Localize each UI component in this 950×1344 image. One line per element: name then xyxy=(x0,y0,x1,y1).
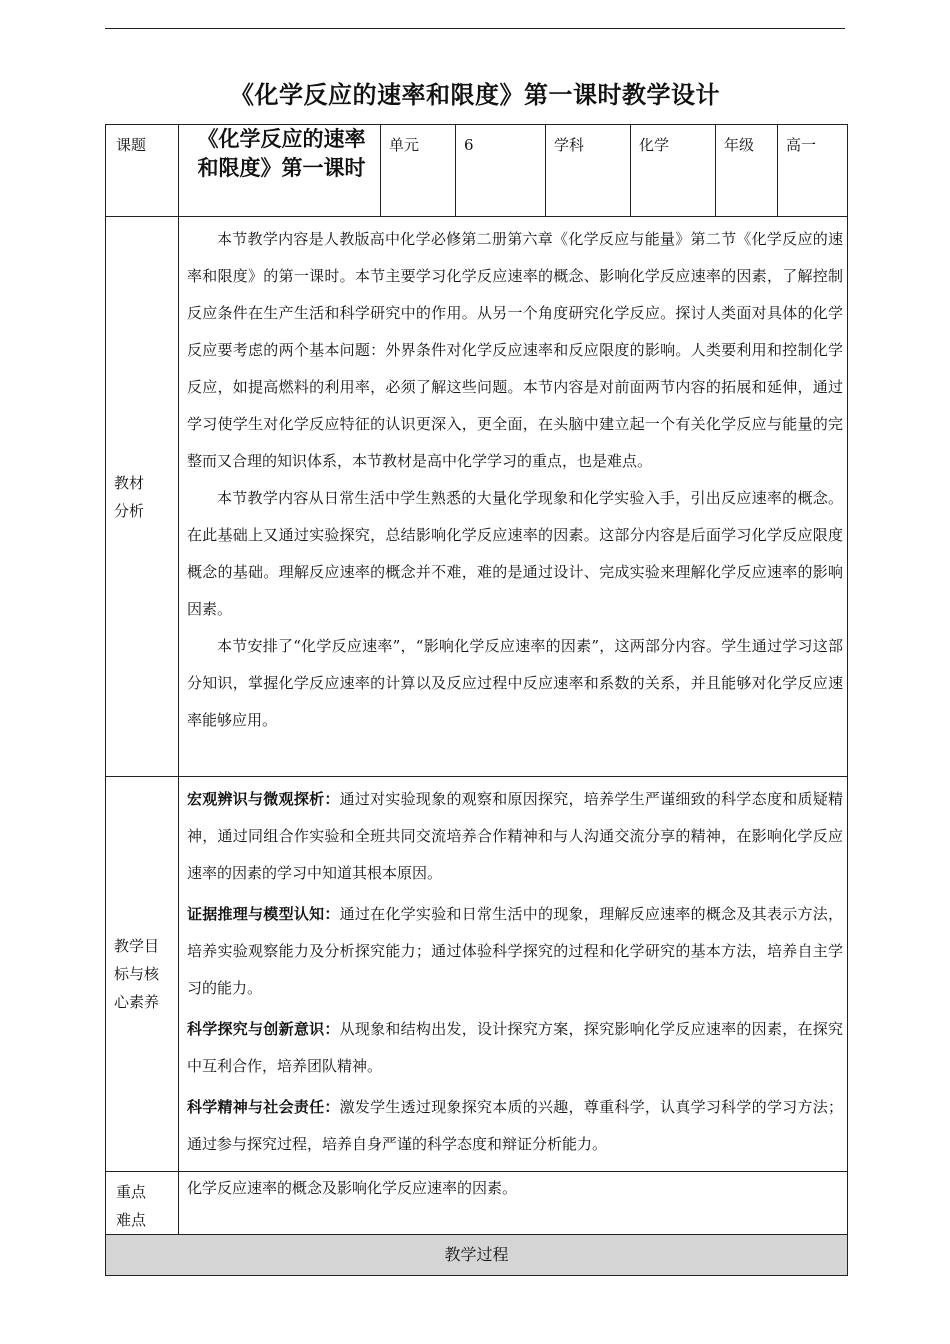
header-rule xyxy=(105,28,845,29)
analysis-label-line1: 教材 xyxy=(114,473,145,492)
goal-item xyxy=(187,896,843,1007)
topic-label: 课题 xyxy=(106,125,179,217)
header-row xyxy=(106,125,848,217)
goals-content xyxy=(179,777,848,1172)
goal-item xyxy=(187,1089,843,1163)
goal-text: 从现象和结构出发，设计探究方案，探究影响化学反应速率的因素，在探究中互利合作，培养团队精神。 xyxy=(187,1020,843,1075)
goal-heading: 科学精神与社会责任： xyxy=(187,1098,340,1116)
goal-heading: 证据推理与模型认知： xyxy=(187,905,340,923)
topic-value: 《化学反应的速率和限度》第一课时 xyxy=(179,125,381,217)
grade-label: 年级 xyxy=(716,125,778,217)
analysis-paragraph: 本节教学内容从日常生活中学生熟悉的大量化学现象和化学实验入手，引出反应速率的概念。在此基础上又通过实验探究，总结影响化学反应速率的因素。这部分内容是后面学习化学反应限度概念的基础。理解反应速率的概念并不难，难的是通过设计、完成实验来理解化学反应速率的影响因素。 xyxy=(187,489,843,618)
key-points-row xyxy=(106,1172,848,1235)
subject-value: 化学 xyxy=(631,125,716,217)
process-header: 教学过程 xyxy=(106,1235,848,1276)
analysis-paragraph: 本节安排了“化学反应速率”，“影响化学反应速率的因素”，这两部分内容。学生通过学习这部分知识，掌握化学反应速率的计算以及反应过程中反应速率和系数的关系，并且能够对化学反应速率能够应用。 xyxy=(187,637,843,729)
key-points-text: 化学反应速率的概念及影响化学反应速率的因素。 xyxy=(179,1172,848,1235)
goals-label: 教学目标与核心素养 xyxy=(106,777,179,1172)
unit-label: 单元 xyxy=(381,125,456,217)
goal-heading: 宏观辨识与微观探析： xyxy=(187,790,340,808)
analysis-paragraph: 本节教学内容是人教版高中化学必修第二册第六章《化学反应与能量》第二节《化学反应的速率和限度》的第一课时。本节主要学习化学反应速率的概念、影响化学反应速率的因素，了解控制反应条件在生产生活和科学研究中的作用。从另一个角度研究化学反应。探讨人类面对具体的化学反应要考虑的两个基本问题：外界条件对化学反应速率和反应限度的影响。人类要利用和控制化学反应，如提高燃料的利用率，必须了解这些问题。本节内容是对前面两节内容的拓展和延伸，通过学习使学生对化学反应特征的认识更深入，更全面，在头脑中建立起一个有关化学反应与能量的完整而又合理的知识体系，本节教材是高中化学学习的重点，也是难点。 xyxy=(187,230,843,470)
goal-text: 通过在化学实验和日常生活中的现象，理解反应速率的概念及其表示方法，培养实验观察能力及分析探究能力；通过体验科学探究的过程和化学研究的基本方法，培养自主学习的能力。 xyxy=(187,905,843,997)
subject-label: 学科 xyxy=(546,125,631,217)
analysis-row xyxy=(106,217,848,777)
goal-text: 激发学生透过现象探究本质的兴趣，尊重科学，认真学习科学的学习方法；通过参与探究过程，培养自身严谨的科学态度和辩证分析能力。 xyxy=(187,1098,843,1153)
goals-row xyxy=(106,777,848,1172)
key-points-label xyxy=(106,1172,179,1235)
document-title: 《化学反应的速率和限度》第一课时教学设计 xyxy=(230,81,720,109)
grade-value: 高一 xyxy=(778,125,848,217)
goal-heading: 科学探究与创新意识： xyxy=(187,1020,340,1038)
goal-item xyxy=(187,781,843,892)
key-points-label-line2: 难点 xyxy=(116,1211,147,1229)
goal-text: 通过对实验现象的观察和原因探究，培养学生严谨细致的科学态度和质疑精神，通过同组合作实验和全班共同交流培养合作精神和与人沟通交流分享的精神，在影响化学反应速率的因素的学习中知道其根本原因。 xyxy=(187,790,843,882)
analysis-label xyxy=(106,217,179,777)
key-points-label-line1: 重点 xyxy=(116,1183,147,1201)
goal-item xyxy=(187,1011,843,1085)
process-row xyxy=(106,1235,848,1276)
analysis-content xyxy=(179,217,848,777)
analysis-label-line2: 分析 xyxy=(114,501,145,520)
unit-value: 6 xyxy=(456,125,546,217)
lesson-plan-table xyxy=(105,124,848,1276)
